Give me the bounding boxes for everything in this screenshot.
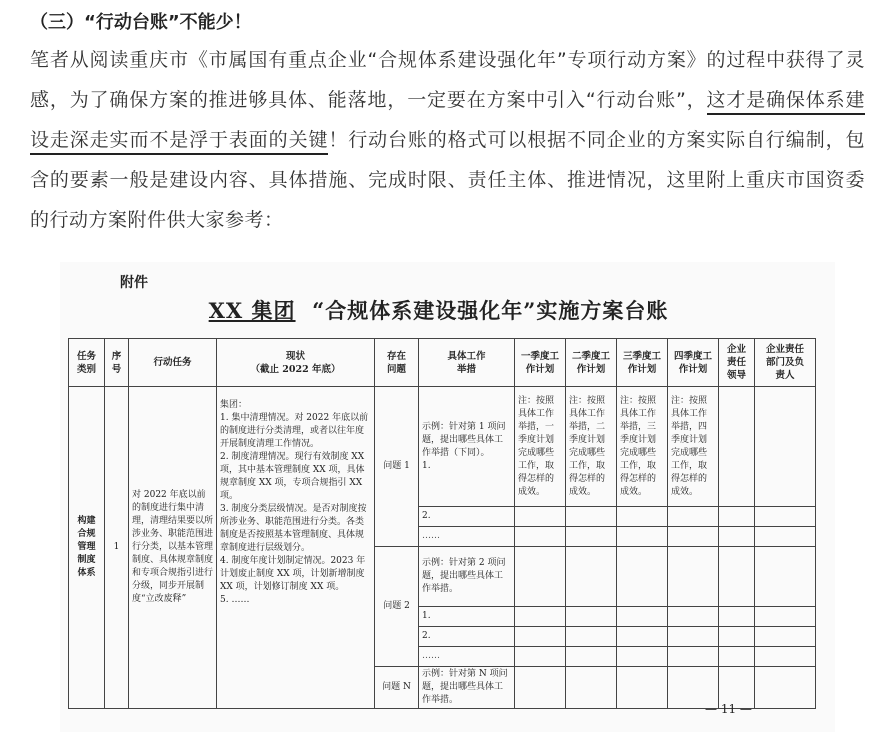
header-seq: 序 号 xyxy=(105,339,129,387)
dept-cell xyxy=(755,387,816,507)
paragraph-text-2: ！行动台账的格式可以根据不同企业的方案实际自行编制，包含的要素一般是建设内容、具体措施、完成时限、责任主体、推进情况，这里附上重庆市国资委的行动方案附件供大家参考： xyxy=(30,129,865,231)
header-action: 行动任务 xyxy=(129,339,217,387)
document-title-rest: “合规体系建设强化年”实施方案台账 xyxy=(312,298,669,323)
header-problem: 存在 问题 xyxy=(375,339,419,387)
problem-2-cell: 问题 2 xyxy=(375,547,419,667)
task-type-cell: 构建 合规 管理 制度 体系 xyxy=(69,387,105,709)
header-q4: 四季度工 作计划 xyxy=(668,339,719,387)
header-q3: 三季度工 作计划 xyxy=(617,339,668,387)
header-task-type: 任务 类别 xyxy=(69,339,105,387)
problem-1-cell: 问题 1 xyxy=(375,387,419,547)
body-paragraph xyxy=(30,40,865,240)
ledger-table xyxy=(68,338,816,709)
measure-1-item-2-cell: 2. xyxy=(419,507,515,527)
q4-note-cell: 注：按照具体工作举措，四季度计划完成哪些工作，取得怎样的成效。 xyxy=(668,387,719,507)
header-lead: 企业 责任 领导 xyxy=(719,339,755,387)
action-cell: 对 2022 年底以前的制度进行集中清理，清理结果要以所涉业务、职能范围进行分类，以基本管理制度、具体规章制度和专项合规指引进行分级，同步开展制度“立改废释” xyxy=(129,387,217,709)
header-q1: 一季度工 作计划 xyxy=(515,339,566,387)
measure-2-item-1-cell: 1. xyxy=(419,607,515,627)
header-q2: 二季度工 作计划 xyxy=(566,339,617,387)
measure-1-more-cell: …… xyxy=(419,527,515,547)
section-heading: （三）“行动台账”不能少！ xyxy=(30,12,252,33)
attachment-label: 附件 xyxy=(120,275,148,291)
paragraph-text-1: 笔者从阅读重庆市《市属国有重点企业“合规体系建设强化年”专项行动方案》的过程中获得了灵感，为了确保方案的推进够具体、能落地，一定要在方案中引入“行动台账”， xyxy=(30,49,865,111)
header-dept: 企业责任 部门及负 责人 xyxy=(755,339,816,387)
table-header-row xyxy=(69,339,816,387)
measure-2-example-cell: 示例：针对第 2 项问题，提出哪些具体工作举措。 xyxy=(419,547,515,607)
page-number: — 11 — xyxy=(705,702,752,716)
measure-n-example-cell: 示例：针对第 N 项问题，提出哪些具体工作举措。 xyxy=(419,667,515,709)
document-title-group: XX 集团 xyxy=(208,298,296,323)
measure-2-more-cell: …… xyxy=(419,647,515,667)
header-status: 现状 （截止 2022 年底） xyxy=(217,339,375,387)
table-row xyxy=(69,387,816,507)
document-title xyxy=(0,295,877,325)
q2-note-cell: 注：按照具体工作举措，二季度计划完成哪些工作，取得怎样的成效。 xyxy=(566,387,617,507)
seq-cell: 1 xyxy=(105,387,129,709)
q1-note-cell: 注：按照具体工作举措，一季度计划完成哪些工作，取得怎样的成效。 xyxy=(515,387,566,507)
problem-n-cell: 问题 N xyxy=(375,667,419,709)
q3-note-cell: 注：按照具体工作举措，三季度计划完成哪些工作，取得怎样的成效。 xyxy=(617,387,668,507)
status-cell: 集团： 1. 集中清理情况。对 2022 年底以前的制度进行分类清理，或者以往年度开展制度清理工作情况。 2. 制度清理情况。现行有效制度 XX 项，其中基本管理制度 XX 项，具体规章制度 XX 项，专项合规指引 XX 项。 3. 制度分类层级情况。是否对制度按所涉业务、职能范围进行分类。各类制度是否按照基本管理制度、具体规章制度进行层级划分。 4. 制度年度计划制定情况。2023 年计划废止制度 XX 项，计划新增制度 XX 项，计划修订制度 XX 项。 5. …… xyxy=(217,387,375,709)
measure-1-example-cell: 示例：针对第 1 项问题，提出哪些具体工作举措（下同）。 1. xyxy=(419,387,515,507)
header-measures: 具体工作 举措 xyxy=(419,339,515,387)
measure-2-item-2-cell: 2. xyxy=(419,627,515,647)
paragraph-underlined-text: 这才是确保体系建设走深走实而不是浮于表面的关键 xyxy=(30,89,865,155)
lead-cell xyxy=(719,387,755,507)
